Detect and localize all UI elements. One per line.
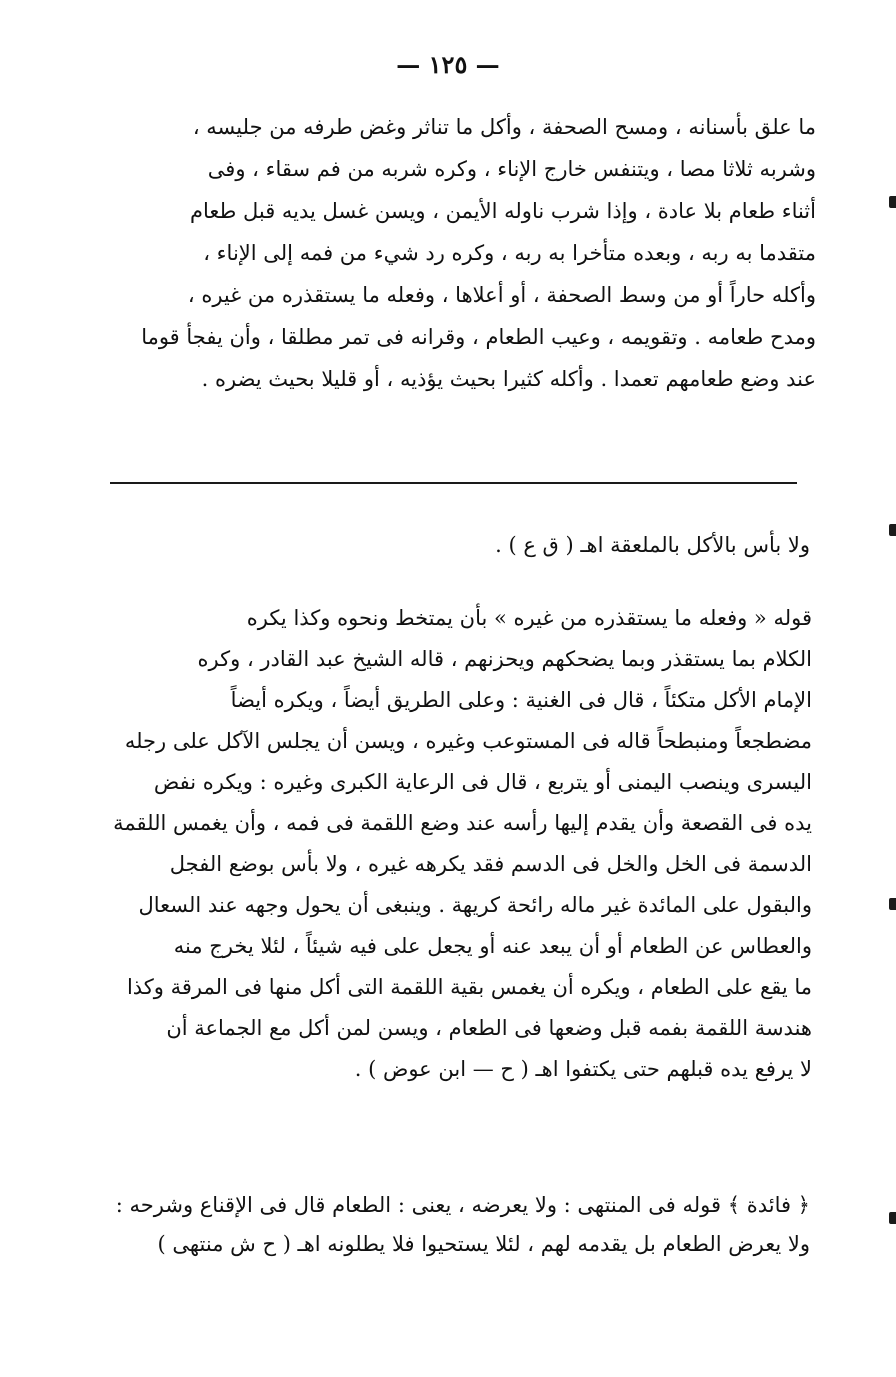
footnote-line: الدسمة فى الخل والخل فى الدسم فقد يكرهه غيره ، ولا بأس بوضع الفجل bbox=[169, 852, 812, 876]
footnote-line: الكلام بما يستقذر وبما يضحكهم ويحزنهم ، قاله الشيخ عبد القادر ، وكره bbox=[197, 647, 812, 671]
footnote-line: ولا بأس بالأكل بالملعقة اهـ ( ق ع ) . bbox=[495, 533, 810, 557]
page-number: — ١٢٥ — bbox=[396, 50, 500, 79]
footnote-separator bbox=[110, 482, 797, 484]
text-line: أثناء طعام بلا عادة ، وإذا شرب ناوله الأيمن ، ويسن غسل يديه قبل طعام bbox=[190, 199, 816, 223]
text-line: عند وضع طعامهم تعمدا . وأكله كثيرا بحيث يؤذيه ، أو قليلا بحيث يضره . bbox=[201, 367, 816, 391]
scan-edge-mark bbox=[889, 196, 896, 208]
text-line: وأكله حاراً أو من وسط الصحفة ، أو أعلاها ، وفعله ما يستقذره من غيره ، bbox=[187, 283, 816, 307]
footnote-line: قوله « وفعله ما يستقذره من غيره » بأن يمتخط ونحوه وكذا يكره bbox=[246, 606, 812, 630]
scan-edge-mark bbox=[889, 524, 896, 536]
scan-edge-mark bbox=[889, 1212, 896, 1224]
footnote-1 bbox=[400, 535, 810, 556]
footnote-line: ﴿ فائدة ﴾ قوله فى المنتهى : ولا يعرضه ، يعنى : الطعام قال فى الإقناع وشرحه : bbox=[115, 1193, 810, 1217]
text-line: متقدما به ربه ، وبعده متأخرا به ربه ، وكره رد شيء من فمه إلى الإناء ، bbox=[203, 241, 816, 265]
main-text bbox=[105, 117, 816, 411]
footnote-line: يده فى القصعة وأن يقدم إليها رأسه عند وضع اللقمة فى فمه ، وأن يغمس اللقمة bbox=[113, 811, 812, 835]
footnote-line: ولا يعرض الطعام بل يقدمه لهم ، لئلا يستحيوا فلا يطلونه اهـ ( ح ش منتهى ) bbox=[157, 1232, 810, 1256]
text-line: وشربه ثلاثا مصا ، ويتنفس خارج الإناء ، وكره شربه من فم سقاء ، وفى bbox=[207, 157, 816, 181]
footnote-line: الإمام الأكل متكئاً ، قال فى الغنية : وعلى الطريق أيضاً ، ويكره أيضاً bbox=[230, 688, 812, 712]
footnote-line: هندسة اللقمة بفمه قبل وضعها فى الطعام ، ويسن لمن أكل مع الجماعة أن bbox=[166, 1016, 812, 1040]
footnote-line: والعطاس عن الطعام أو أن يبعد عنه أو يجعل على فيه شيئاً ، لئلا يخرج منه bbox=[173, 934, 812, 958]
footnote-line: والبقول على المائدة غير ماله رائحة كريهة . وينبغى أن يحول وجهه عند السعال bbox=[138, 893, 812, 917]
scan-edge-mark bbox=[889, 898, 896, 910]
footnote-line: اليسرى وينصب اليمنى أو يتربع ، قال فى الرعاية الكبرى وغيره : ويكره نفض bbox=[153, 770, 812, 794]
text-line: ما علق بأسنانه ، ومسح الصحفة ، وأكل ما تناثر وغض طرفه من جليسه ، bbox=[192, 115, 816, 139]
footnote-line: مضطجعاً ومنبطحاً قاله فى المستوعب وغيره ، ويسن أن يجلس الآكل على رجله bbox=[124, 729, 812, 753]
footnote-2 bbox=[100, 608, 812, 1100]
footnote-line: ما يقع على الطعام ، ويكره أن يغمس بقية اللقمة التى أكل منها فى المرقة وكذا bbox=[126, 975, 812, 999]
footnote-3 bbox=[110, 1195, 810, 1273]
text-line: ومدح طعامه . وتقويمه ، وعيب الطعام ، وقرانه فى تمر مطلقا ، وأن يفجأ قوما bbox=[141, 325, 816, 349]
footnote-line: لا يرفع يده قبلهم حتى يكتفوا اهـ ( ح — ابن عوض ) . bbox=[354, 1057, 812, 1081]
